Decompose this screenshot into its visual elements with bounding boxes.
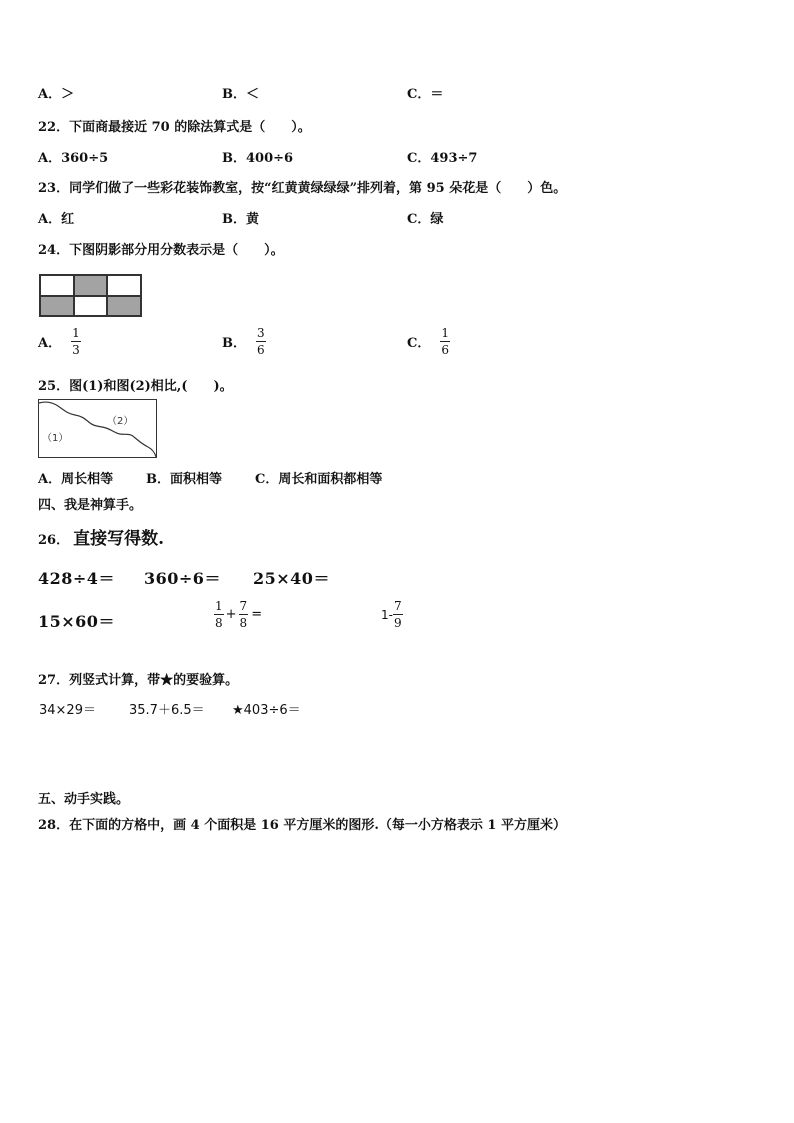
grid-cell-r1c3 <box>107 275 141 296</box>
q22-option-a[interactable]: A．360÷5 <box>38 151 109 166</box>
section-4-title: 四、我是神算手。 <box>38 498 143 513</box>
calc-5-fraction-sum[interactable]: $\frac{1}{8}$ + $\frac{7}{8}$ = <box>215 599 263 630</box>
q24-option-c[interactable]: C． $\frac{1}{6}$ <box>407 326 449 357</box>
grid-cell-r2c3-shaded <box>107 296 141 317</box>
section-5-title: 五、动手实践。 <box>38 792 130 807</box>
shaded-grid-figure <box>39 274 142 317</box>
q24-option-b[interactable]: B． $\frac{3}{6}$ <box>222 326 265 357</box>
q28-question: 28．在下面的方格中，画 4 个面积是 16 平方厘米的图形.（每一小方格表示 1 平方厘米） <box>38 818 566 833</box>
q23-option-b[interactable]: B．黄 <box>222 212 260 227</box>
fraction-b: $\frac{3}{6}$ <box>257 326 265 357</box>
q22-option-c[interactable]: C．493÷7 <box>407 151 478 166</box>
q21-option-a[interactable]: A．＞ <box>38 87 75 102</box>
q21-option-b[interactable]: B．＜ <box>222 87 260 102</box>
q25-option-c[interactable]: C．周长和面积都相等 <box>255 472 383 487</box>
calc-6-fraction-subtract[interactable]: 1- $\frac{7}{9}$ <box>381 599 402 630</box>
figure-label-1: （1） <box>42 433 69 444</box>
vertical-calc-2[interactable]: 35.7＋6.5＝ <box>129 703 205 718</box>
dividing-curve <box>39 402 156 457</box>
fraction-one-eighth: $\frac{1}{8}$ <box>215 599 223 630</box>
figure-svg <box>38 399 157 458</box>
q25-option-a[interactable]: A．周长相等 <box>38 472 114 487</box>
grid-cell-r2c1-shaded <box>40 296 74 317</box>
q21-option-c[interactable]: C．＝ <box>407 87 444 102</box>
q27-question: 27．列竖式计算，带★的要验算。 <box>38 673 239 688</box>
grid-cell-r1c2-shaded <box>74 275 108 296</box>
q22-question: 22．下面商最接近 70 的除法算式是（ ）。 <box>38 120 311 135</box>
calc-4[interactable]: 15×60＝ <box>38 612 115 631</box>
fraction-seven-ninths: $\frac{7}{9}$ <box>393 599 402 630</box>
q23-option-c[interactable]: C．绿 <box>407 212 444 227</box>
fraction-a: $\frac{1}{3}$ <box>72 326 80 357</box>
q24-question: 24．下图阴影部分用分数表示是（ ）。 <box>38 243 284 258</box>
fraction-seven-eighths: $\frac{7}{8}$ <box>239 599 248 630</box>
q23-option-a[interactable]: A．红 <box>38 212 75 227</box>
calc-3[interactable]: 25×40＝ <box>253 569 330 588</box>
figure-label-2: （2） <box>107 416 134 427</box>
vertical-calc-3[interactable]: ★403÷6＝ <box>232 703 301 718</box>
q24-option-a[interactable]: A． $\frac{1}{3}$ <box>38 326 80 357</box>
q25-question: 25．图(1)和图(2)相比,( )。 <box>38 379 233 394</box>
calc-1[interactable]: 428÷4＝ <box>38 569 115 588</box>
q22-option-b[interactable]: B．400÷6 <box>222 151 294 166</box>
q26-question: 26． 直接写得数. <box>38 529 165 549</box>
calc-2[interactable]: 360÷6＝ <box>144 569 221 588</box>
q25-option-b[interactable]: B．面积相等 <box>146 472 223 487</box>
grid-cell-r1c1 <box>40 275 74 296</box>
area-comparison-figure <box>38 399 157 458</box>
vertical-calc-1[interactable]: 34×29＝ <box>39 703 96 718</box>
q23-question: 23．同学们做了一些彩花装饰教室，按“红黄黄绿绿绿”排列着，第 95 朵花是（ ）色。 <box>38 181 567 196</box>
fraction-c: $\frac{1}{6}$ <box>441 326 449 357</box>
grid-cell-r2c2 <box>74 296 108 317</box>
